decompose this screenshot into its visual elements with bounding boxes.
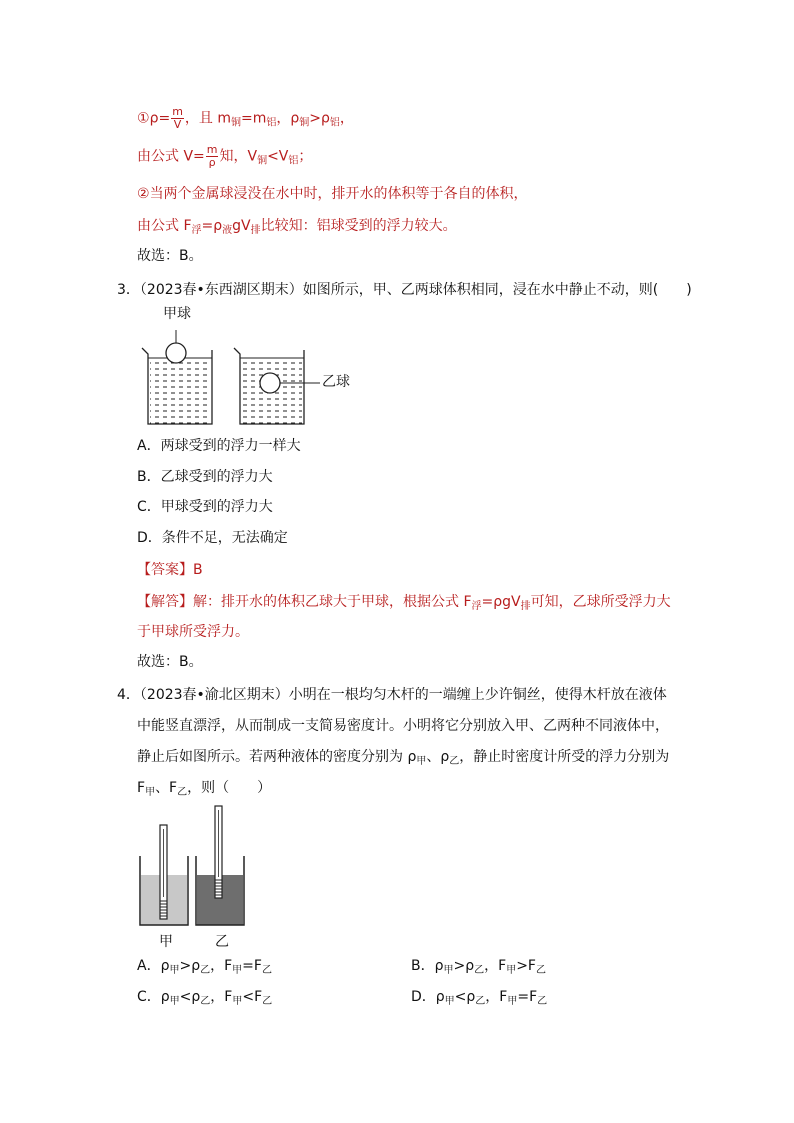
- q4-option-b[interactable]: B．$\rho_甲>\rho_乙$，$F_甲>F_乙$: [411, 958, 546, 976]
- solution-line-3: ②当两个金属球浸没在水中时，排开水的体积等于各自的体积，: [137, 186, 528, 202]
- q3-option-b[interactable]: B．乙球受到的浮力大: [137, 469, 273, 485]
- q3-label-ball-a: 甲球: [163, 306, 191, 322]
- solution-conclusion: 故选：B。: [137, 248, 203, 264]
- q4-label-b: 乙: [215, 934, 229, 950]
- solution-line-1: ①ρ= $\frac{m}{V}$ ，且 $m_铜=m_铝$，$\rho_铜>\rho_铝$，: [137, 105, 354, 131]
- q4-stem-line-3: 静止后如图所示。若两种液体的密度分别为 $\rho_甲$、$\rho_乙$，静止时密度计所受的浮力分别为: [137, 749, 670, 767]
- beaker-right: [234, 348, 320, 424]
- q4-option-d[interactable]: D．$\rho_甲<\rho_乙$，$F_甲=F_乙$: [411, 989, 548, 1007]
- q4-option-a[interactable]: A．$\rho_甲>\rho_乙$，$F_甲=F_乙$: [137, 958, 272, 976]
- q3-option-d[interactable]: D．条件不足，无法确定: [137, 530, 288, 546]
- q4-label-a: 甲: [159, 934, 173, 950]
- q3-stem: 3．（2023春•东西湖区期末）如图所示，甲、乙两球体积相同，浸在水中静止不动，则( ): [117, 282, 692, 298]
- solution-line-2: 由公式 V= $\frac{m}{\rho}$ 知，$V_铜<V_铝$；: [137, 143, 313, 169]
- q3-answer: 【答案】B: [137, 562, 203, 578]
- q3-conclusion: 故选：B。: [137, 654, 203, 670]
- q4-hydrometer-figure: [134, 803, 254, 933]
- q3-option-c[interactable]: C．甲球受到的浮力大: [137, 499, 273, 515]
- q3-option-a[interactable]: A．两球受到的浮力一样大: [137, 438, 301, 454]
- q4-option-c[interactable]: C．$\rho_甲<\rho_乙$，$F_甲<F_乙$: [137, 989, 273, 1007]
- beaker-left: [142, 330, 212, 424]
- fraction-m-over-rho: $\frac{m}{\rho}$: [206, 143, 218, 169]
- solution-line-4: 由公式 $F_浮=\rho_液gV_排$比较知：铝球受到的浮力较大。: [137, 218, 457, 236]
- q3-analysis-line-2: 于甲球所受浮力。: [137, 624, 249, 640]
- fraction-m-over-v: $\frac{m}{V}$: [172, 105, 183, 131]
- q4-stem-line-4: $F_甲$、$F_乙$，则（ ）: [137, 780, 272, 798]
- q4-stem-line-1: 4．（2023春•渝北区期末）小明在一根均匀木杆的一端缠上少许铜丝，使得木杆放在液体: [117, 687, 667, 703]
- q3-analysis-line-1: 【解答】解：排开水的体积乙球大于甲球，根据公式 $F_浮=\rho gV_排$可知，乙球所受浮力大: [137, 594, 671, 612]
- container-left: [140, 825, 188, 925]
- q3-label-ball-b: 乙球: [322, 374, 350, 390]
- container-right: [196, 806, 244, 925]
- q4-stem-line-2: 中能竖直漂浮，从而制成一支简易密度计。小明将它分别放入甲、乙两种不同液体中，: [137, 718, 669, 734]
- q3-beakers-figure: [138, 330, 368, 440]
